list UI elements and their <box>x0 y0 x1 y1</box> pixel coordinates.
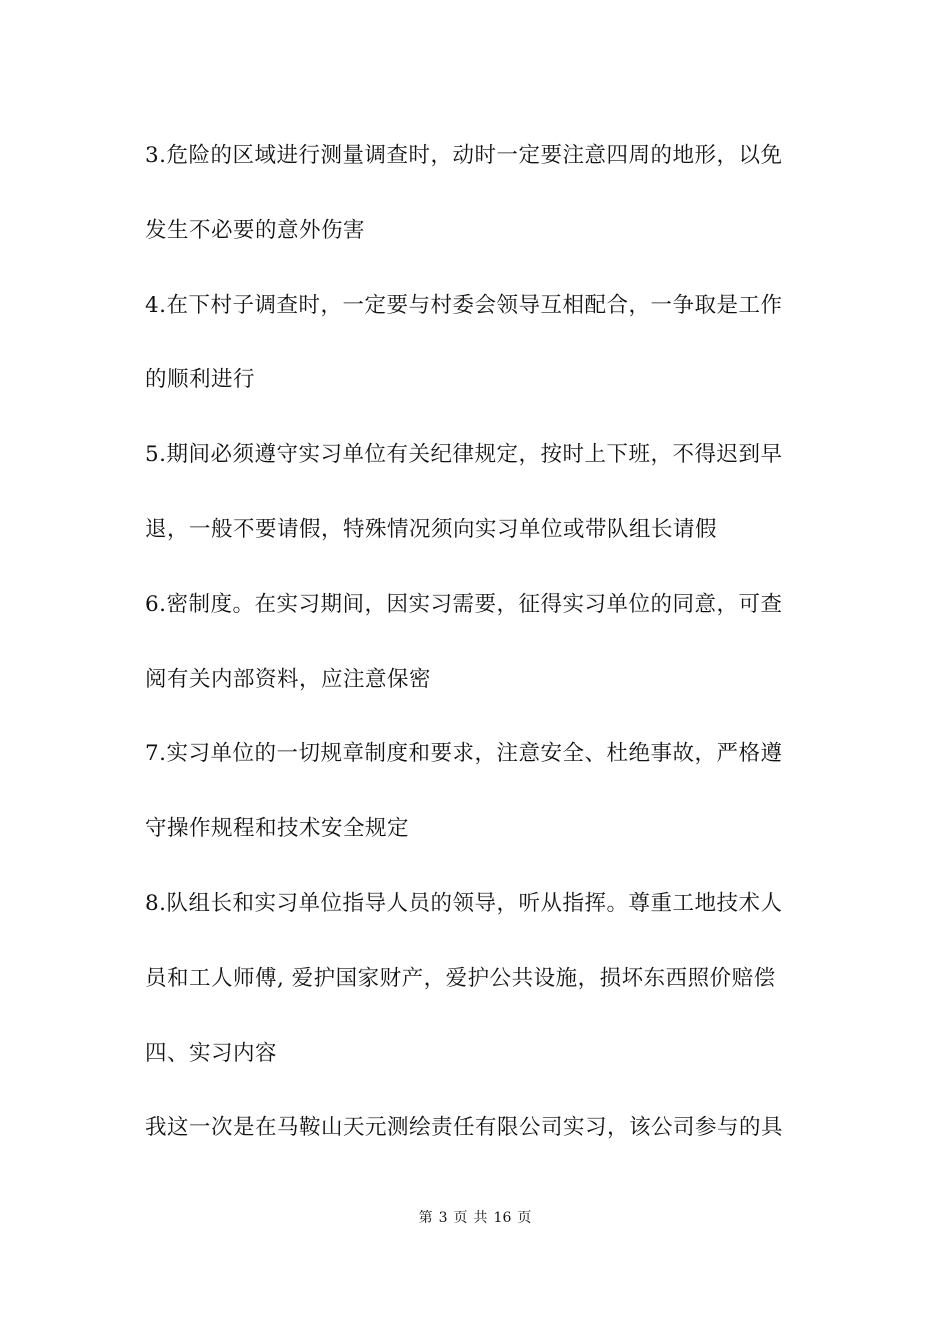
current-page-number: 3 <box>438 1210 448 1226</box>
text-line: 5.期间必须遵守实习单位有关纪律规定，按时上下班，不得迟到早 <box>145 442 783 468</box>
text-line: 员和工人师傅, 爱护国家财产，爱护公共设施，损坏东西照价赔偿 <box>145 965 776 991</box>
page-footer <box>0 1208 950 1228</box>
footer-suffix: 页 <box>517 1210 532 1226</box>
text-line: 发生不必要的意外伤害 <box>145 217 366 243</box>
text-line: 4.在下村子调查时，一定要与村委会领导互相配合，一争取是工作 <box>145 292 783 318</box>
text-line: 我这一次是在马鞍山天元测绘责任有限公司实习，该公司参与的具 <box>145 1115 784 1141</box>
body-text <box>145 130 810 1177</box>
total-page-count: 16 <box>493 1210 512 1226</box>
footer-prefix: 第 <box>418 1210 433 1226</box>
text-line: 的顺利进行 <box>145 367 256 393</box>
text-line: 3.危险的区域进行测量调查时，动时一定要注意四周的地形，以免 <box>145 143 783 168</box>
text-line: 守操作规程和技术安全规定 <box>145 816 410 842</box>
footer-page-word: 页 <box>453 1210 468 1226</box>
section-heading: 四、实习内容 <box>145 1040 278 1066</box>
footer-total-word: 共 <box>473 1210 488 1226</box>
text-line: 6.密制度。在实习期间，因实习需要，征得实习单位的同意，可查 <box>145 591 783 617</box>
text-line: 阅有关内部资料，应注意保密 <box>145 666 432 692</box>
text-line: 8.队组长和实习单位指导人员的领导，听从指挥。尊重工地技术人 <box>145 890 783 916</box>
text-line: 7.实习单位的一切规章制度和要求，注意安全、杜绝事故，严格遵 <box>145 741 783 767</box>
text-line: 退，一般不要请假，特殊情况须向实习单位或带队组长请假 <box>145 516 718 542</box>
